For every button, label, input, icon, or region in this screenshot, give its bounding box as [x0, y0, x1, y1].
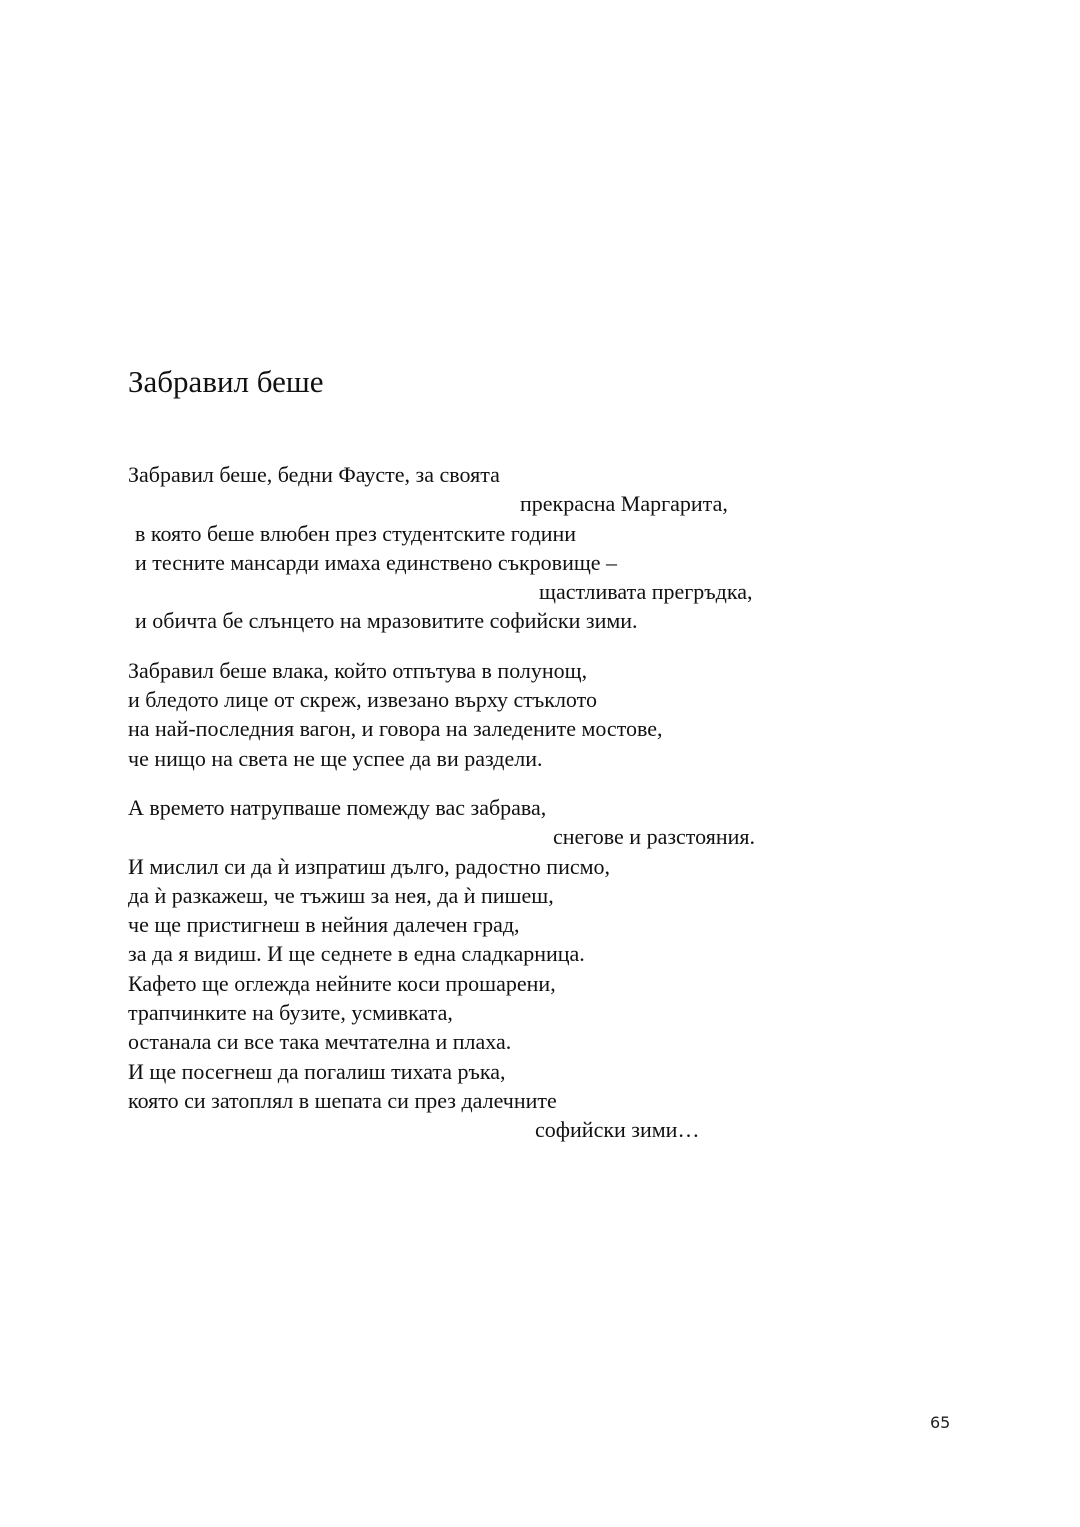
poem-line: да ѝ разкажеш, че тъжиш за нея, да ѝ пишеш, — [128, 882, 554, 908]
poem-line: И ще посегнеш да погалиш тихата ръка, — [128, 1058, 506, 1084]
poem-line: трапчинките на бузите, усмивката, — [128, 1000, 453, 1026]
stanza-2 — [128, 656, 828, 773]
poem-line: Кафето ще оглежда нейните коси прошарени, — [128, 970, 556, 996]
poem-line: щастливата прегръдка, — [539, 579, 753, 605]
poem-line: останала си все така мечтателна и плаха. — [128, 1029, 512, 1055]
poem-line: че ще пристигнеш в нейния далечен град, — [128, 912, 520, 938]
poem-line: за да я видиш. И ще седнете в една сладкарница. — [128, 941, 585, 967]
poem-line: снегове и разстояния. — [553, 824, 755, 850]
poem-line: прекрасна Маргарита, — [520, 491, 728, 517]
poem-line: и обичта бе слънцето на мразовитите софийски зими. — [135, 608, 638, 634]
poem-line: Забравил беше, бедни Фаусте, за своята — [128, 462, 500, 487]
poem-line: на най-последния вагон, и говора на заледените мостове, — [128, 716, 663, 742]
poem-line: И мислил си да ѝ изпратиш дълго, радостно писмо, — [128, 853, 611, 879]
poem-line: която си затоплял в шепата си през далечните — [128, 1087, 557, 1113]
poem-line: и бледото лице от скреж, извезано върху стъклото — [128, 687, 597, 713]
poem-line: и тесните мансарди имаха единствено съкровище – — [135, 549, 618, 575]
poem-line: Забравил беше влака, който отпътува в полунощ, — [128, 657, 588, 683]
poem-line: в която беше влюбен през студентските години — [135, 520, 577, 546]
poem-line: софийски зими… — [535, 1117, 700, 1143]
stanza-1 — [128, 460, 828, 636]
stanza-3 — [128, 793, 828, 1145]
poem-body — [128, 460, 828, 1145]
page-number: 65 — [930, 1413, 951, 1432]
poem-title: Забравил беше — [128, 364, 324, 399]
poem-line: А времето натрупваше помежду вас забрава, — [128, 794, 547, 820]
poem-line: че нищо на света не ще успее да ви раздели. — [128, 745, 543, 771]
